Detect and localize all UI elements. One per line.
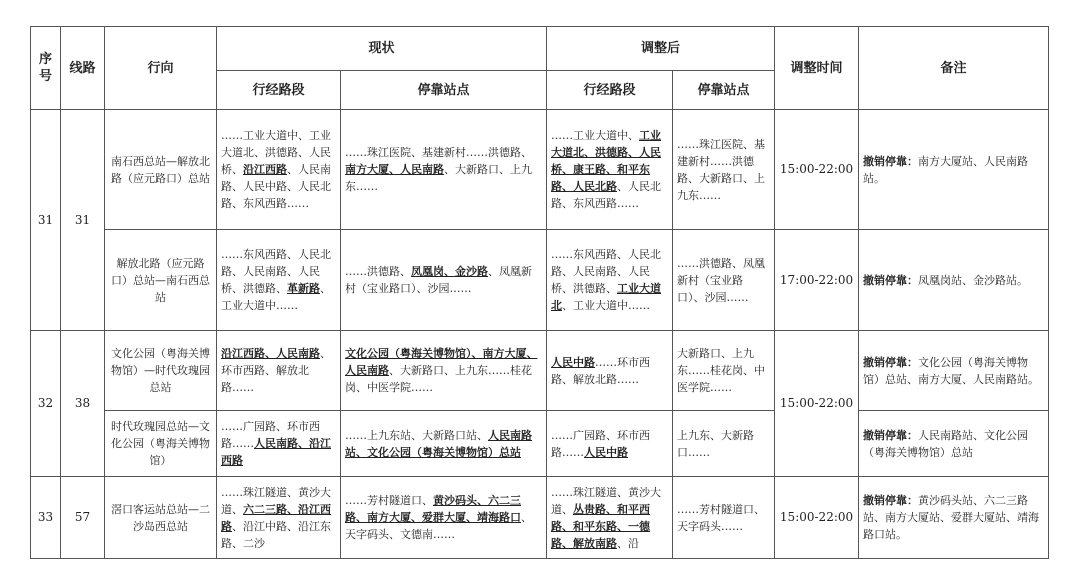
- current-stops-cell: [341, 331, 547, 411]
- header-remarks: 备注: [859, 27, 1049, 110]
- text-segment: 大新路口、上九东……桂花岗、中医学院……: [677, 347, 766, 394]
- text-segment: ……工业大道中、: [551, 129, 640, 142]
- text-segment: ……珠江医院、基建新村……洪德路、: [345, 146, 532, 159]
- seq-cell: 31: [31, 110, 61, 331]
- header-seq: 序号: [31, 27, 61, 110]
- adjusted-route-cell: [547, 411, 673, 477]
- table-row: [31, 411, 1049, 477]
- text-segment: 、沿江中路、沿江东路、二沙: [221, 519, 331, 550]
- text-segment: 、人民南路、人民中路、人民北路、东风西路……: [221, 163, 331, 210]
- current-route-cell: [217, 110, 341, 230]
- text-segment: ……上九东站、大新路口站、: [345, 428, 488, 442]
- changed-segment: 南方大厦、人民南路: [345, 163, 444, 176]
- text-segment: ……东风西路、人民北路、人民南路、人民桥、洪德路、: [551, 248, 662, 295]
- text-segment: 、凤凰新村（宝业路口）、沙园……: [345, 265, 532, 295]
- header-adjusted-route: 行经路段: [547, 71, 673, 110]
- header-adjusted-stops: 停靠站点: [673, 71, 775, 110]
- text-segment: 、大新路口、上九东……: [345, 163, 532, 193]
- header-current-stops: 停靠站点: [341, 71, 547, 110]
- adjusted-stops-cell: [673, 477, 775, 559]
- changed-segment: 凤凰岗、金沙路: [411, 265, 488, 278]
- adjusted-route-cell: [547, 230, 673, 331]
- remark-text: 南方大厦站、人民南路站。: [863, 154, 1029, 185]
- remark-text: 文化公园（粤海关博物馆）总站、南方大厦、人民南路站。: [863, 355, 1040, 386]
- table-row: [31, 110, 1049, 230]
- adjusted-stops-cell: [673, 230, 775, 331]
- changed-segment: 黄沙码头、六二三路、南方大厦、爱群大厦、靖海路口: [345, 494, 521, 524]
- line-cell: 31: [61, 110, 105, 331]
- adjusted-route-cell: [547, 331, 673, 411]
- adjust-time-cell: 17:00-22:00: [775, 230, 859, 331]
- header-direction: 行向: [105, 27, 217, 110]
- text-segment: ……广园路、环市西路……: [221, 420, 320, 450]
- current-route-cell: [217, 477, 341, 559]
- remarks-cell: [859, 110, 1049, 230]
- text-segment: ……洪德路、: [345, 265, 411, 278]
- remarks-cell: [859, 477, 1049, 559]
- direction-cell: 文化公园（粤海关博物馆）—时代玫瑰园总站: [105, 331, 217, 411]
- line-cell: 38: [61, 331, 105, 477]
- table-row: [31, 331, 1049, 411]
- changed-segment: 沿江西路、人民南路: [221, 347, 320, 360]
- direction-cell: 滘口客运站总站—二沙岛西总站: [105, 477, 217, 559]
- header-line: 线路: [61, 27, 105, 110]
- current-route-cell: [217, 331, 341, 411]
- text-segment: 、环市西路、解放北路……: [221, 347, 331, 394]
- line-cell: 57: [61, 477, 105, 559]
- changed-segment: 沿江西路: [243, 163, 287, 176]
- text-segment: 上九东、大新路口……: [677, 428, 755, 459]
- remark-label: 撤销停靠：: [863, 428, 919, 442]
- text-segment: 、天字码头、文德南……: [345, 511, 532, 541]
- remark-text: 黄沙码头站、六二三路站、南方大厦站、爱群大厦站、靖海路口站。: [863, 494, 1040, 541]
- direction-cell: 时代玫瑰园总站—文化公园（粤海关博物馆）: [105, 411, 217, 477]
- text-segment: ……洪德路、凤凰新村（宝业路口）、沙园……: [677, 256, 766, 304]
- adjust-time-cell: 15:00-22:00: [775, 331, 859, 477]
- changed-segment: 人民中路: [584, 445, 629, 459]
- text-segment: ……芳村隧道口、: [345, 494, 433, 507]
- text-segment: 、大新路口、上九东……桂花岗、中医学院……: [345, 364, 532, 394]
- changed-segment: 人民南路、沿江西路: [221, 437, 331, 467]
- text-segment: 、沿: [617, 536, 640, 550]
- changed-segment: 丛贵路、和平西路、和平东路、一德路、解放南路: [551, 502, 651, 550]
- changed-segment: 人民南路站、文化公园（粤海关博物馆）总站: [345, 428, 532, 459]
- route-adjustment-table: [30, 26, 1049, 559]
- current-stops-cell: [341, 110, 547, 230]
- remark-label: 撤销停靠：: [863, 494, 919, 507]
- adjusted-stops-cell: [673, 110, 775, 230]
- table-row: [31, 230, 1049, 331]
- changed-segment: 工业大道北、洪德路、人民桥、康王路、和平东路、人民北路: [551, 129, 662, 193]
- adjusted-stops-cell: [673, 331, 775, 411]
- remark-text: 人民南路站、文化公园（粤海关博物馆）总站: [863, 428, 1029, 459]
- header-current-route: 行经路段: [217, 71, 341, 110]
- text-segment: ……珠江隧道、黄沙大道、: [221, 485, 331, 516]
- remark-label: 撤销停靠：: [863, 355, 919, 369]
- text-segment: ……广园路、环市西路……: [551, 428, 651, 459]
- changed-segment: 六二三路、沿江西路: [221, 502, 331, 533]
- table-row: [31, 477, 1049, 559]
- text-segment: 、工业大道中……: [562, 299, 651, 312]
- current-stops-cell: [341, 230, 547, 331]
- changed-segment: 人民中路: [551, 355, 596, 369]
- changed-segment: 文化公园（粤海关博物馆）、南方大厦、人民南路: [345, 347, 538, 377]
- adjust-time-cell: 15:00-22:00: [775, 477, 859, 559]
- text-segment: ……芳村隧道口、天字码头……: [677, 502, 766, 533]
- remarks-cell: [859, 230, 1049, 331]
- changed-segment: 工业大道北: [551, 282, 662, 312]
- text-segment: 、工业大道中……: [221, 282, 331, 312]
- text-segment: 、人民北路、东风西路……: [551, 180, 662, 210]
- seq-cell: 33: [31, 477, 61, 559]
- adjusted-stops-cell: [673, 411, 775, 477]
- current-route-cell: [217, 230, 341, 331]
- remark-text: 凤凰岗站、金沙路站。: [918, 273, 1029, 287]
- seq-cell: 32: [31, 331, 61, 477]
- changed-segment: 革新路: [287, 282, 320, 295]
- current-stops-cell: [341, 477, 547, 559]
- header-adjusted: 调整后: [547, 27, 775, 71]
- text-segment: ……环市西路、解放北路……: [551, 355, 651, 386]
- direction-cell: 解放北路（应元路口）总站—南石西总站: [105, 230, 217, 331]
- header-current: 现状: [217, 27, 547, 71]
- remarks-cell: [859, 411, 1049, 477]
- text-segment: ……东风西路、人民北路、人民南路、人民桥、洪德路、: [221, 248, 331, 295]
- current-stops-cell: [341, 411, 547, 477]
- adjust-time-cell: 15:00-22:00: [775, 110, 859, 230]
- remark-label: 撤销停靠：: [863, 154, 919, 168]
- text-segment: ……珠江医院、基建新村……洪德路、大新路口、上九东……: [677, 137, 766, 202]
- adjusted-route-cell: [547, 477, 673, 559]
- current-route-cell: [217, 411, 341, 477]
- text-segment: ……工业大道中、工业大道北、洪德路、人民桥、: [221, 129, 331, 176]
- header-adjust-time: 调整时间: [775, 27, 859, 110]
- remark-label: 撤销停靠：: [863, 273, 919, 287]
- text-segment: ……珠江隧道、黄沙大道、: [551, 485, 662, 516]
- adjusted-route-cell: [547, 110, 673, 230]
- remarks-cell: [859, 331, 1049, 411]
- direction-cell: 南石西总站—解放北路（应元路口）总站: [105, 110, 217, 230]
